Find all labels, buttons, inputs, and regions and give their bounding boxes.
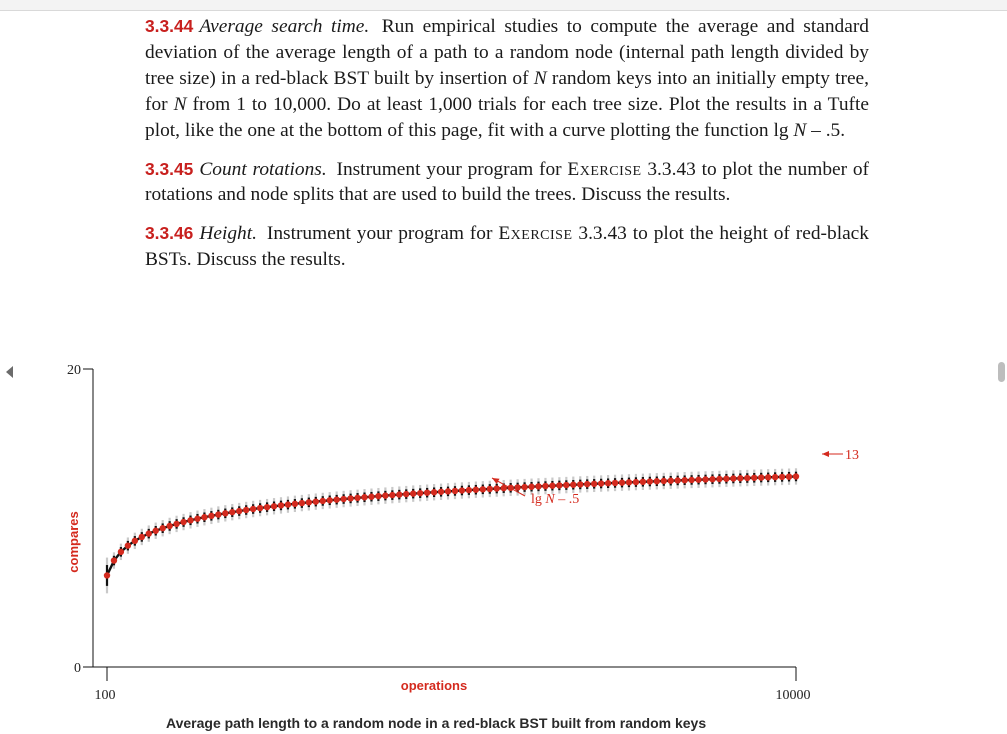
average-point — [424, 489, 430, 495]
average-point — [647, 478, 653, 484]
average-point — [201, 514, 207, 520]
average-point — [327, 497, 333, 503]
average-point — [292, 501, 298, 507]
average-point — [396, 491, 402, 497]
average-point — [132, 538, 138, 544]
average-point — [382, 492, 388, 498]
average-point — [320, 498, 326, 504]
average-point — [243, 507, 249, 513]
average-point — [542, 483, 548, 489]
exercise-text: Instrument your program for — [266, 223, 499, 245]
average-point — [285, 501, 291, 507]
average-point — [654, 478, 660, 484]
average-point — [661, 478, 667, 484]
average-point — [118, 549, 124, 555]
average-point — [758, 474, 764, 480]
average-point — [487, 486, 493, 492]
average-point — [452, 488, 458, 494]
average-point — [250, 506, 256, 512]
average-point — [535, 483, 541, 489]
average-point — [605, 480, 611, 486]
end-value-label: 13 — [845, 448, 859, 463]
exercise-3-3-44 — [145, 14, 869, 144]
exercise-3-3-45 — [145, 157, 869, 209]
average-point — [180, 519, 186, 525]
average-point — [598, 480, 604, 486]
average-point — [215, 511, 221, 517]
average-point — [146, 530, 152, 536]
average-point — [570, 482, 576, 488]
y-tick-label-0: 0 — [74, 661, 81, 676]
curve-label — [531, 492, 579, 507]
average-point — [187, 517, 193, 523]
average-point — [716, 476, 722, 482]
average-point — [668, 478, 674, 484]
average-point — [556, 482, 562, 488]
average-point — [681, 477, 687, 483]
average-point — [459, 487, 465, 493]
average-point — [612, 480, 618, 486]
average-point — [709, 476, 715, 482]
average-point — [744, 475, 750, 481]
exercise-text: random keys into an initially empty tree, for — [145, 67, 870, 115]
average-point — [528, 484, 534, 490]
variable-n: N — [533, 67, 547, 89]
average-point — [375, 493, 381, 499]
exercise-text: 3.3.43 to plot the number of rotations and node splits that are used to build the trees. Discuss the results. — [145, 158, 869, 206]
exercise-reference: Exercise — [498, 223, 573, 245]
average-point — [313, 498, 319, 504]
average-point — [368, 494, 374, 500]
average-point — [306, 499, 312, 505]
average-point — [730, 475, 736, 481]
book-page — [145, 14, 869, 286]
tufte-plot — [0, 350, 1000, 734]
average-point — [139, 534, 145, 540]
average-point — [389, 492, 395, 498]
window-top-border — [0, 0, 1007, 11]
average-point — [549, 483, 555, 489]
average-point — [403, 491, 409, 497]
average-point — [633, 479, 639, 485]
exercise-number: 3.3.46 — [145, 223, 194, 244]
figure-caption: Average path length to a random node in a red-black BST built from random keys — [166, 715, 707, 731]
average-point — [772, 474, 778, 480]
average-point — [236, 508, 242, 514]
plot-svg — [0, 350, 1000, 734]
average-point — [480, 486, 486, 492]
average-point — [438, 489, 444, 495]
average-point — [626, 479, 632, 485]
average-point — [619, 479, 625, 485]
exercise-3-3-46 — [145, 221, 869, 273]
average-point — [688, 477, 694, 483]
exercise-title: Height. — [199, 223, 257, 245]
average-point — [674, 477, 680, 483]
average-point — [194, 516, 200, 522]
x-tick-label-100: 100 — [94, 688, 116, 703]
average-point — [278, 502, 284, 508]
average-point — [521, 484, 527, 490]
exercise-title: Count rotations. — [199, 158, 327, 180]
average-point — [793, 473, 799, 479]
average-point — [737, 475, 743, 481]
fitted-curve — [107, 477, 796, 576]
exercise-text: 3.3.43 to plot the height of red-black BSTs. Discuss the results. — [145, 223, 869, 271]
average-point — [445, 488, 451, 494]
exercise-reference: Exercise — [567, 158, 642, 180]
average-point — [494, 485, 500, 491]
x-tick-label-10000: 10000 — [775, 688, 811, 703]
average-point — [111, 557, 117, 563]
curve-label-suffix: – .5 — [554, 492, 580, 507]
average-point — [640, 479, 646, 485]
average-point — [173, 521, 179, 527]
average-point — [723, 476, 729, 482]
curve-label-prefix: lg — [531, 492, 546, 507]
average-point — [431, 489, 437, 495]
exercise-number: 3.3.44 — [145, 16, 194, 36]
variable-n: N — [793, 119, 807, 141]
average-point — [340, 496, 346, 502]
exercise-text: Run empirical studies to compute the average and standard deviation of the average length of a path to a random node (internal path length divided by tree size) in a red-black BST built by insertion of — [145, 16, 869, 89]
average-point — [222, 510, 228, 516]
average-point — [257, 505, 263, 511]
average-point — [299, 500, 305, 506]
average-point — [208, 513, 214, 519]
exercise-title: Average search time. — [199, 16, 370, 37]
average-point — [514, 484, 520, 490]
average-point — [125, 542, 131, 548]
exercise-number: 3.3.45 — [145, 158, 194, 179]
average-point — [264, 504, 270, 510]
average-point — [354, 495, 360, 501]
exercise-text: Instrument your program for — [336, 158, 568, 180]
curve-label-variable: N — [545, 492, 555, 507]
average-point — [473, 487, 479, 493]
average-point — [563, 482, 569, 488]
average-point — [153, 528, 159, 534]
average-point — [417, 490, 423, 496]
variable-n: N — [173, 93, 187, 115]
average-point — [695, 477, 701, 483]
average-point — [361, 494, 367, 500]
exercise-text: from 1 to 10,000. Do at least 1,000 trials for each tree size. Plot the results in a Tufte plot, like the one at the bottom of this page, fit with a curve plotting the function lg — [145, 93, 869, 141]
average-point — [577, 481, 583, 487]
average-point — [333, 496, 339, 502]
x-axis-title: operations — [400, 678, 468, 693]
average-point — [591, 481, 597, 487]
average-point — [159, 525, 165, 531]
average-point — [584, 481, 590, 487]
average-point — [166, 523, 172, 529]
exercise-text: – .5. — [806, 119, 846, 141]
average-point — [347, 495, 353, 501]
average-point — [779, 474, 785, 480]
average-point — [229, 509, 235, 515]
y-axis-title: compares — [66, 511, 81, 573]
average-point — [104, 572, 110, 578]
average-point — [271, 503, 277, 509]
average-point — [786, 473, 792, 479]
y-tick-label-20: 20 — [67, 363, 81, 378]
average-point — [410, 490, 416, 496]
average-point — [765, 474, 771, 480]
average-point — [751, 475, 757, 481]
average-point — [466, 487, 472, 493]
average-point — [702, 476, 708, 482]
